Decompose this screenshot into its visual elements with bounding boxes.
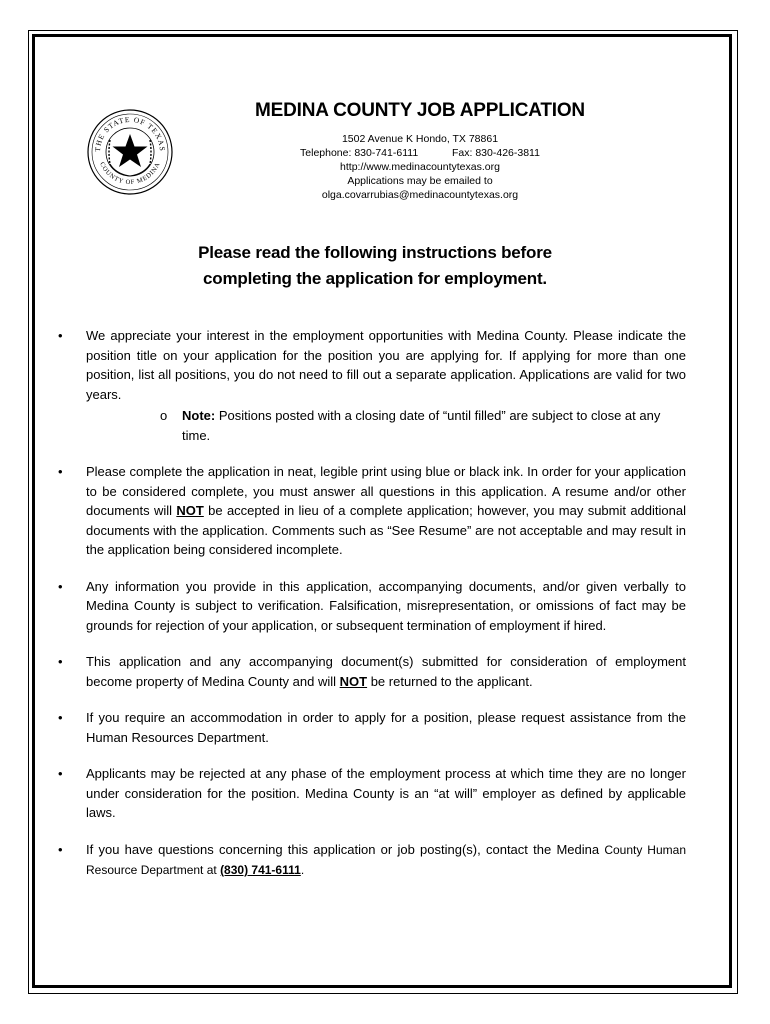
list-item (58, 764, 686, 823)
note-text: Positions posted with a closing date of “until filled” are subject to close at any time. (182, 408, 661, 443)
email-link[interactable]: olga.covarrubias@medinacountytexas.org (321, 189, 519, 201)
emphasis-not: NOT (176, 503, 204, 518)
svg-text:THE STATE OF TEXAS: THE STATE OF TEXAS (92, 114, 168, 153)
list-item (58, 326, 686, 445)
item-text-cont: be returned to the applicant. (367, 673, 533, 689)
item-text-end: . (300, 863, 305, 877)
item-text: If you require an accommodation in order to apply for a position, please request assistance from the Human Resources Department. (86, 710, 686, 745)
sub-bullet-icon: o (160, 408, 168, 423)
list-item (58, 462, 686, 560)
letterhead (190, 100, 650, 202)
emphasis-not: NOT (339, 673, 368, 689)
item-text: If you have questions concerning this application or job posting(s), contact the Medina (86, 841, 605, 857)
bullet-icon: • (58, 328, 63, 343)
list-item (58, 708, 686, 747)
sub-list-item (86, 406, 686, 445)
instructions-list (58, 326, 686, 898)
email-note: Applications may be emailed to (347, 175, 493, 187)
bullet-icon: • (58, 766, 63, 781)
item-text: Any information you provide in this application, accompanying documents, and/or given verbally to Medina County is subject to verification. Falsification, misrepresentation, or omissions of fact may be grounds for rejection of your application, or subsequent termination of employment if hired. (86, 578, 686, 633)
website-link[interactable]: http://www.medinacountytexas.org (340, 161, 500, 173)
item-text: This application and any accompanying document(s) submitted for consideration of employment become property of Medina County and will (86, 654, 686, 689)
bullet-icon: • (58, 710, 63, 725)
instructions-heading (150, 240, 600, 292)
item-text-cont: be accepted in lieu of a complete application; however, you may submit additional documents with the application. Comments such as “See Resume” are not acceptable and may result in the application being considered incomplete. (86, 503, 686, 557)
item-text: Applicants may be rejected at any phase of the employment process at which time they are no longer under consideration for the position. Medina County is an “at will” employer as defined by applicable laws. (86, 766, 686, 820)
bullet-icon: • (58, 464, 63, 479)
fax: Fax: 830-426-3811 (452, 147, 540, 159)
list-item (58, 652, 686, 691)
page-title: MEDINA COUNTY JOB APPLICATION (255, 100, 585, 121)
note-label: Note: (182, 408, 216, 423)
instructions-line-2: completing the application for employment. (203, 269, 547, 288)
state-seal-icon (86, 108, 174, 196)
item-text: Please complete the application in neat, legible print using blue or black ink. In order for your application to be considered complete, you must answer all questions in this application. A resume and/or other documents will (86, 464, 686, 518)
telephone: Telephone: 830-741-6111 (300, 147, 419, 159)
item-text: We appreciate your interest in the employment opportunities with Medina County. Please indicate the position title on your application for the position you are applying for. If applying for more than one position, list all positions, you do not need to fill out a separate application. Applications are valid for two years. (86, 328, 686, 402)
list-item (58, 840, 686, 881)
item-text-small: County Human Resource Department at (86, 842, 686, 877)
list-item (58, 577, 686, 636)
svg-text:COUNTY OF MEDINA: COUNTY OF MEDINA (98, 161, 162, 187)
address: 1502 Avenue K Hondo, TX 78861 (341, 133, 499, 145)
hr-phone-number[interactable]: (830) 741-6111 (220, 863, 301, 877)
bullet-icon: • (58, 578, 63, 594)
instructions-line-1: Please read the following instructions before (198, 243, 552, 262)
bullet-icon: • (58, 841, 63, 857)
bullet-icon: • (58, 654, 63, 669)
